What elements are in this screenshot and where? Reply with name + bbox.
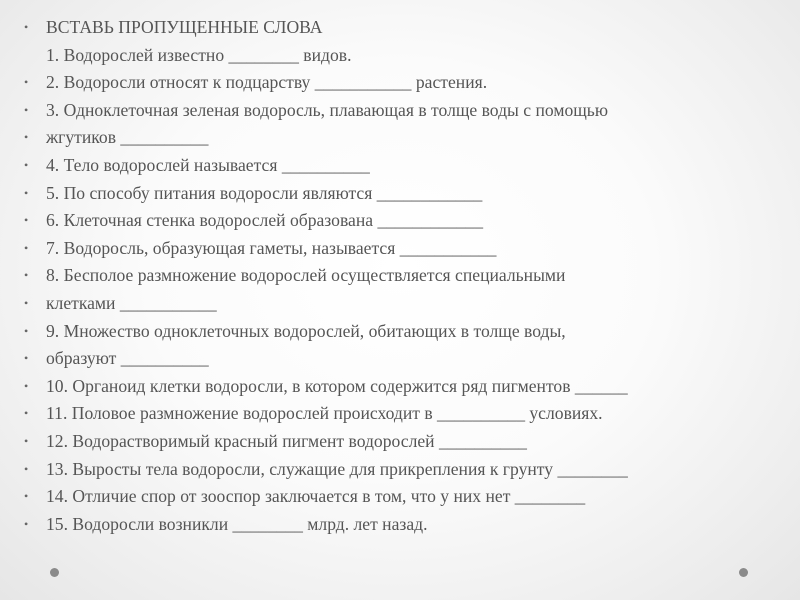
question-text: 2. Водоросли относят к подцарству ___________ растения. bbox=[46, 72, 488, 93]
bullet-icon: • bbox=[24, 185, 29, 200]
question-text: клетками ___________ bbox=[46, 292, 217, 313]
list-item bbox=[14, 428, 774, 456]
decorative-dot-right-icon bbox=[739, 568, 748, 577]
bullet-icon: • bbox=[24, 461, 29, 476]
bullet-icon: • bbox=[24, 323, 29, 338]
list-item bbox=[14, 69, 774, 97]
question-text: 1. Водорослей известно ________ видов. bbox=[46, 44, 352, 65]
question-text: 5. По способу питания водоросли являются ____________ bbox=[46, 182, 483, 203]
bullet-icon: • bbox=[24, 20, 29, 34]
question-text: 10. Органоид клетки водоросли, в котором содержится ряд пигментов ______ bbox=[46, 375, 628, 396]
list-item-heading bbox=[14, 14, 774, 69]
question-text: образуют __________ bbox=[46, 348, 209, 369]
bullet-icon: • bbox=[24, 489, 29, 504]
question-text: 9. Множество одноклеточных водорослей, обитающих в толще воды, bbox=[46, 320, 566, 341]
list-item bbox=[14, 97, 774, 125]
slide-heading: ВСТАВЬ ПРОПУЩЕННЫЕ СЛОВА bbox=[46, 17, 323, 37]
bullet-icon: • bbox=[24, 213, 29, 228]
list-item bbox=[14, 207, 774, 235]
bullet-icon: • bbox=[24, 268, 29, 283]
bullet-icon: • bbox=[24, 240, 29, 255]
bullet-icon: • bbox=[24, 351, 29, 366]
list-item bbox=[14, 290, 774, 318]
list-item bbox=[14, 152, 774, 180]
bullet-icon: • bbox=[24, 433, 29, 448]
list-item bbox=[14, 456, 774, 484]
question-text: 11. Половое размножение водорослей происходит в __________ условиях. bbox=[46, 403, 603, 424]
question-text: 12. Водорастворимый красный пигмент водорослей __________ bbox=[46, 430, 527, 451]
list-item bbox=[14, 318, 774, 346]
list-item bbox=[14, 180, 774, 208]
list-item bbox=[14, 262, 774, 290]
bullet-icon: • bbox=[24, 130, 29, 145]
list-item bbox=[14, 124, 774, 152]
question-text: 13. Выросты тела водоросли, служащие для прикрепления к грунту ________ bbox=[46, 458, 628, 479]
list-item bbox=[14, 345, 774, 373]
list-item bbox=[14, 483, 774, 511]
bullet-icon: • bbox=[24, 157, 29, 172]
question-text: 7. Водоросль, образующая гаметы, называется ___________ bbox=[46, 237, 497, 258]
question-text: 3. Одноклеточная зеленая водоросль, плавающая в толще воды с помощью bbox=[46, 99, 608, 120]
question-text: жгутиков __________ bbox=[46, 127, 209, 148]
question-list bbox=[14, 14, 774, 538]
bullet-icon: • bbox=[24, 378, 29, 393]
bullet-icon: • bbox=[24, 295, 29, 310]
list-item bbox=[14, 400, 774, 428]
bullet-icon: • bbox=[24, 75, 29, 90]
question-text: 6. Клеточная стенка водорослей образована ____________ bbox=[46, 210, 484, 231]
question-text: 8. Бесполое размножение водорослей осуществляется специальными bbox=[46, 265, 566, 286]
bullet-icon: • bbox=[24, 406, 29, 421]
bullet-icon: • bbox=[24, 102, 29, 117]
slide-content bbox=[14, 14, 774, 538]
question-text: 14. Отличие спор от зооспор заключается в том, что у них нет ________ bbox=[46, 486, 586, 507]
bullet-icon: • bbox=[24, 516, 29, 531]
question-text: 15. Водоросли возникли ________ млрд. лет назад. bbox=[46, 513, 428, 534]
list-item bbox=[14, 511, 774, 539]
list-item bbox=[14, 373, 774, 401]
decorative-dot-left-icon bbox=[50, 568, 59, 577]
question-text: 4. Тело водорослей называется __________ bbox=[46, 154, 370, 175]
list-item bbox=[14, 235, 774, 263]
